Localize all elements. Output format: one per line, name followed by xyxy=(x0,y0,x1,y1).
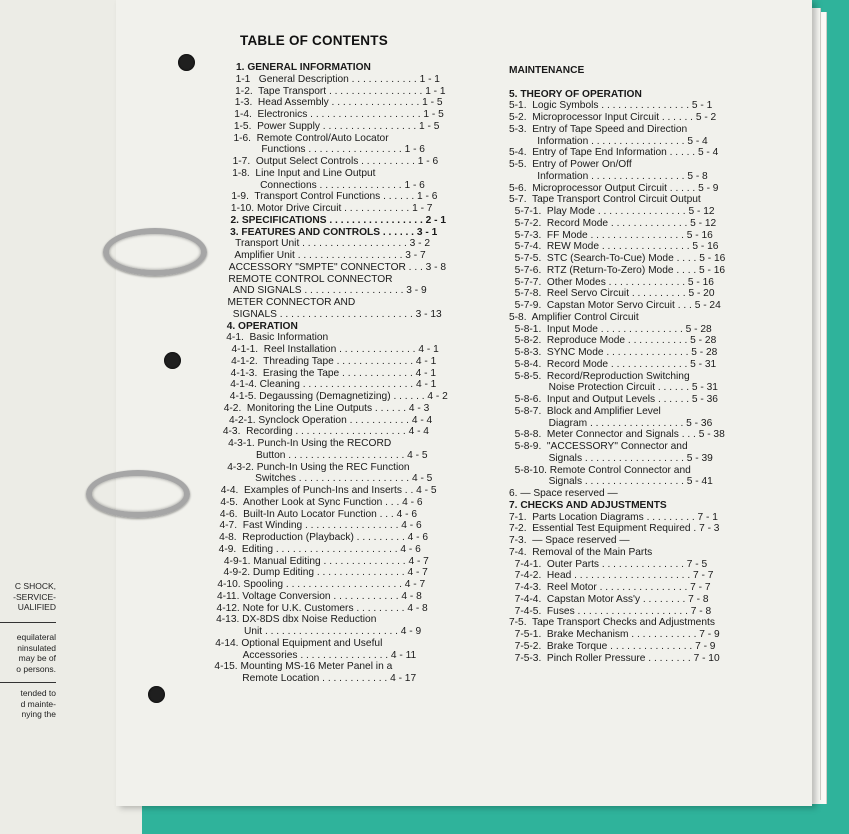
toc-entry: 5-7-9. Capstan Motor Servo Circuit . . . 5 - 24 xyxy=(509,300,721,311)
toc-entry: 5-7-1. Play Mode . . . . . . . . . . . . . . . . 5 - 12 xyxy=(509,206,715,217)
left-page-text: tended to d mainte- nying the xyxy=(20,688,56,719)
toc-entry: Noise Protection Circuit . . . . . . 5 - 31 xyxy=(509,382,718,394)
toc-entry: 5-8-8. Meter Connector and Signals . . . 5 - 38 xyxy=(509,429,725,441)
toc-entry: 4-9-1. Manual Editing . . . . . . . . . . . . . . . 4 - 7 xyxy=(218,555,429,567)
toc-entry: 2. SPECIFICATIONS . . . . . . . . . . . . . . . . . 2 - 1 xyxy=(230,214,446,226)
toc-entry: Unit . . . . . . . . . . . . . . . . . . . . . . . . 4 - 9 xyxy=(215,626,422,637)
toc-entry: 4-1-5. Degaussing (Demagnetizing) . . . . . . 4 - 2 xyxy=(224,391,448,402)
toc-entry: 7-2. Essential Test Equipment Required . 7 - 3 xyxy=(509,523,720,535)
toc-entry: 4-1-2. Threading Tape . . . . . . . . . . . . . . 4 - 1 xyxy=(225,355,437,367)
toc-entry: 1-5. Power Supply . . . . . . . . . . . . . . . . . 1 - 5 xyxy=(233,120,440,132)
toc-entry: 7-5-1. Brake Mechanism . . . . . . . . . . . . 7 - 9 xyxy=(509,629,720,640)
toc-entry: 4-2. Monitoring the Line Outputs . . . . . . 4 - 3 xyxy=(223,402,430,414)
toc-entry: Accessories . . . . . . . . . . . . . . . . 4 - 11 xyxy=(214,649,417,661)
toc-entry: 7-5-2. Brake Torque . . . . . . . . . . . . . . . 7 - 9 xyxy=(509,640,716,652)
toc-entry: 5-7-4. REW Mode . . . . . . . . . . . . . . . . 5 - 16 xyxy=(509,241,719,253)
left-page-text: equilateral ninsulated may be of o persons. xyxy=(16,632,56,674)
page-title: TABLE OF CONTENTS xyxy=(240,33,388,48)
toc-entry: MAINTENANCE xyxy=(509,65,585,76)
toc-entry: 5-2. Microprocessor Input Circuit . . . . . . 5 - 2 xyxy=(509,112,717,123)
binder-ring xyxy=(103,228,207,276)
toc-entry: 5-5. Entry of Power On/Off xyxy=(509,159,632,170)
toc-entry: 7. CHECKS AND ADJUSTMENTS xyxy=(509,499,667,511)
toc-entry: 7-4. Removal of the Main Parts xyxy=(509,546,653,558)
toc-entry: 5-7-8. Reel Servo Circuit . . . . . . . . . . 5 - 20 xyxy=(509,288,715,300)
toc-entry: Switches . . . . . . . . . . . . . . . . . . . . 4 - 5 xyxy=(221,473,433,485)
toc-entry: 1-2. Tape Transport . . . . . . . . . . . . . . . . . 1 - 1 xyxy=(235,85,446,97)
toc-entry: 7-3. — Space reserved — xyxy=(509,535,630,546)
toc-entry: 7-1. Parts Location Diagrams . . . . . . . . . 7 - 1 xyxy=(509,511,718,523)
toc-entry: 4-15. Mounting MS-16 Meter Panel in a xyxy=(214,661,393,673)
toc-entry: 4-7. Fast Winding . . . . . . . . . . . . . . . . . 4 - 6 xyxy=(219,520,422,532)
divider xyxy=(0,622,56,623)
toc-entry: 4-6. Built-In Auto Locator Function . . . 4 - 6 xyxy=(219,508,417,520)
toc-entry: 5-8-6. Input and Output Levels . . . . . . 5 - 36 xyxy=(509,394,718,405)
toc-entry: 7-5-3. Pinch Roller Pressure . . . . . . . . 7 - 10 xyxy=(509,652,720,664)
toc-entry: 5-8-5. Record/Reproduction Switching xyxy=(509,370,690,382)
toc-entry: 5-8-4. Record Mode . . . . . . . . . . . . . . 5 - 31 xyxy=(509,358,717,370)
toc-entry: Diagram . . . . . . . . . . . . . . . . . 5 - 36 xyxy=(509,417,713,429)
toc-entry: 5. THEORY OF OPERATION xyxy=(509,88,642,100)
toc-entry: 4-4. Examples of Punch-Ins and Inserts . . 4 - 5 xyxy=(220,485,437,496)
toc-entry: SIGNALS . . . . . . . . . . . . . . . . . . . . . . . . 3 - 13 xyxy=(227,308,442,320)
toc-entry: 5-8-9. "ACCESSORY" Connector and xyxy=(509,441,688,452)
toc-entry: Information . . . . . . . . . . . . . . . . . 5 - 4 xyxy=(509,135,708,147)
toc-entry: AND SIGNALS . . . . . . . . . . . . . . . . . . 3 - 9 xyxy=(227,285,427,297)
toc-entry: 5-3. Entry of Tape Speed and Direction xyxy=(509,123,688,135)
toc-entry: 5-7. Tape Transport Control Circuit Output xyxy=(509,194,701,206)
toc-entry: Signals . . . . . . . . . . . . . . . . . . 5 - 41 xyxy=(509,476,713,488)
toc-entry: 5-8-3. SYNC Mode . . . . . . . . . . . . . . . 5 - 28 xyxy=(509,347,718,358)
toc-entry: 4-5. Another Look at Sync Function . . . 4 - 6 xyxy=(220,496,423,508)
divider xyxy=(0,682,56,683)
punch-hole xyxy=(164,352,181,369)
toc-entry: 4-14. Optional Equipment and Useful xyxy=(215,637,383,649)
toc-entry: 4-2-1. Synclock Operation . . . . . . . . . . . 4 - 4 xyxy=(223,414,433,426)
toc-entry: 5-6. Microprocessor Output Circuit . . . . . 5 - 9 xyxy=(509,182,719,194)
toc-entry: Button . . . . . . . . . . . . . . . . . . . . . 4 - 5 xyxy=(222,449,428,461)
toc-entry: 5-8-1. Input Mode . . . . . . . . . . . . . . . 5 - 28 xyxy=(509,323,712,335)
toc-entry: 4-1-4. Cleaning . . . . . . . . . . . . . . . . . . . . 4 - 1 xyxy=(224,379,437,391)
toc-entry: 1-9. Transport Control Functions . . . . . . 1 - 6 xyxy=(231,191,438,203)
toc-entry: 4-8. Reproduction (Playback) . . . . . . . . . 4 - 6 xyxy=(219,532,429,543)
left-page-text: C SHOCK, -SERVICE- UALIFIED xyxy=(13,581,56,612)
toc-entry: 7-4-3. Reel Motor . . . . . . . . . . . . . . . . 7 - 7 xyxy=(509,582,711,593)
toc-entry: 5-1. Logic Symbols . . . . . . . . . . . . . . . . 5 - 1 xyxy=(509,100,713,112)
toc-entry: 5-7-3. FF Mode . . . . . . . . . . . . . . . . . 5 - 16 xyxy=(509,229,713,241)
toc-entry: 7-4-4. Capstan Motor Ass'y . . . . . . . . 7 - 8 xyxy=(509,593,709,605)
toc-entry: 5-8-10. Remote Control Connector and xyxy=(509,464,691,476)
toc-entry: 7-4-1. Outer Parts . . . . . . . . . . . . . . . 7 - 5 xyxy=(509,558,708,570)
toc-entry: 4. OPERATION xyxy=(226,320,298,332)
toc-entry: 7-4-5. Fuses . . . . . . . . . . . . . . . . . . . . 7 - 8 xyxy=(509,605,712,617)
toc-entry: ACCESSORY "SMPTE" CONNECTOR . . . 3 - 8 xyxy=(228,261,447,273)
punch-hole xyxy=(178,54,195,71)
toc-entry: 4-3-1. Punch-In Using the RECORD xyxy=(222,438,392,449)
toc-entry: 5-8. Amplifier Control Circuit xyxy=(509,311,639,323)
toc-entry: 4-3. Recording . . . . . . . . . . . . . . . . . . . . 4 - 4 xyxy=(222,426,429,438)
toc-entry: Information . . . . . . . . . . . . . . . . . 5 - 8 xyxy=(509,170,708,182)
punch-hole xyxy=(148,686,165,703)
toc-entry: Remote Location . . . . . . . . . . . . 4 - 17 xyxy=(214,673,417,684)
toc-entry: 5-7-6. RTZ (Return-To-Zero) Mode . . . . 5 - 16 xyxy=(509,264,726,276)
toc-entry: 4-3-2. Punch-In Using the REC Function xyxy=(221,461,410,473)
toc-entry: REMOTE CONTROL CONNECTOR xyxy=(228,273,393,285)
toc-entry: 5-8-7. Block and Amplifier Level xyxy=(509,405,661,417)
toc-entry: 4-9-2. Dump Editing . . . . . . . . . . . . . . . . 4 - 7 xyxy=(217,567,428,579)
toc-entry: Transport Unit . . . . . . . . . . . . . . . . . . . 3 - 2 xyxy=(229,238,431,250)
toc-entry: METER CONNECTOR AND xyxy=(227,297,356,308)
toc-entry: 4-12. Note for U.K. Customers . . . . . . . . . 4 - 8 xyxy=(216,602,428,614)
toc-entry: 1. GENERAL INFORMATION xyxy=(236,62,371,73)
toc-entry: 1-3. Head Assembly . . . . . . . . . . . . . . . . 1 - 5 xyxy=(234,97,443,109)
toc-entry: 4-13. DX-8DS dbx Noise Reduction xyxy=(216,614,377,626)
toc-entry: Amplifier Unit . . . . . . . . . . . . . . . . . . . 3 - 7 xyxy=(229,250,426,261)
toc-entry: 5-7-7. Other Modes . . . . . . . . . . . . . . 5 - 16 xyxy=(509,276,714,288)
toc-entry: 5-7-5. STC (Search-To-Cue) Mode . . . . 5 - 16 xyxy=(509,253,726,264)
toc-entry: 7-4-2. Head . . . . . . . . . . . . . . . . . . . . . 7 - 7 xyxy=(509,570,714,582)
toc-entry: 1-4. Electronics . . . . . . . . . . . . . . . . . . . . 1 - 5 xyxy=(234,109,444,120)
toc-entry: 7-5. Tape Transport Checks and Adjustments xyxy=(509,617,715,629)
toc-entry: 4-1-1. Reel Installation . . . . . . . . . . . . . . 4 - 1 xyxy=(225,344,439,355)
toc-entry: 1-10. Motor Drive Circuit . . . . . . . . . . . . 1 - 7 xyxy=(230,203,433,214)
toc-entry: 4-1. Basic Information xyxy=(226,332,329,344)
toc-entry: 5-7-2. Record Mode . . . . . . . . . . . . . . 5 - 12 xyxy=(509,217,717,229)
toc-entry: 4-10. Spooling . . . . . . . . . . . . . . . . . . . . . 4 - 7 xyxy=(217,579,426,590)
toc-entry: 1-7. Output Select Controls . . . . . . . . . . 1 - 6 xyxy=(232,156,439,167)
toc-entry: Connections . . . . . . . . . . . . . . . 1 - 6 xyxy=(231,179,425,191)
toc-entry: 1-1 General Description . . . . . . . . . . . . 1 - 1 xyxy=(235,73,440,85)
toc-entry: 3. FEATURES AND CONTROLS . . . . . . 3 - 1 xyxy=(230,226,438,238)
toc-entry: 6. — Space reserved — xyxy=(509,488,618,499)
binder-ring xyxy=(86,470,190,518)
toc-entry: 4-1-3. Erasing the Tape . . . . . . . . . . . . . 4 - 1 xyxy=(225,367,437,379)
toc-entry: 5-4. Entry of Tape End Information . . . . . 5 - 4 xyxy=(509,147,719,159)
toc-entry: 5-8-2. Reproduce Mode . . . . . . . . . . . 5 - 28 xyxy=(509,335,717,347)
toc-entry: 4-9. Editing . . . . . . . . . . . . . . . . . . . . . . 4 - 6 xyxy=(218,543,421,555)
toc-entry: 1-6. Remote Control/Auto Locator xyxy=(233,132,389,144)
toc-entry: Signals . . . . . . . . . . . . . . . . . . 5 - 39 xyxy=(509,452,713,464)
toc-entry: 1-8. Line Input and Line Output xyxy=(232,167,376,179)
toc-entry: 4-11. Voltage Conversion . . . . . . . . . . . . 4 - 8 xyxy=(216,590,422,602)
toc-entry: Functions . . . . . . . . . . . . . . . . . 1 - 6 xyxy=(233,144,425,156)
